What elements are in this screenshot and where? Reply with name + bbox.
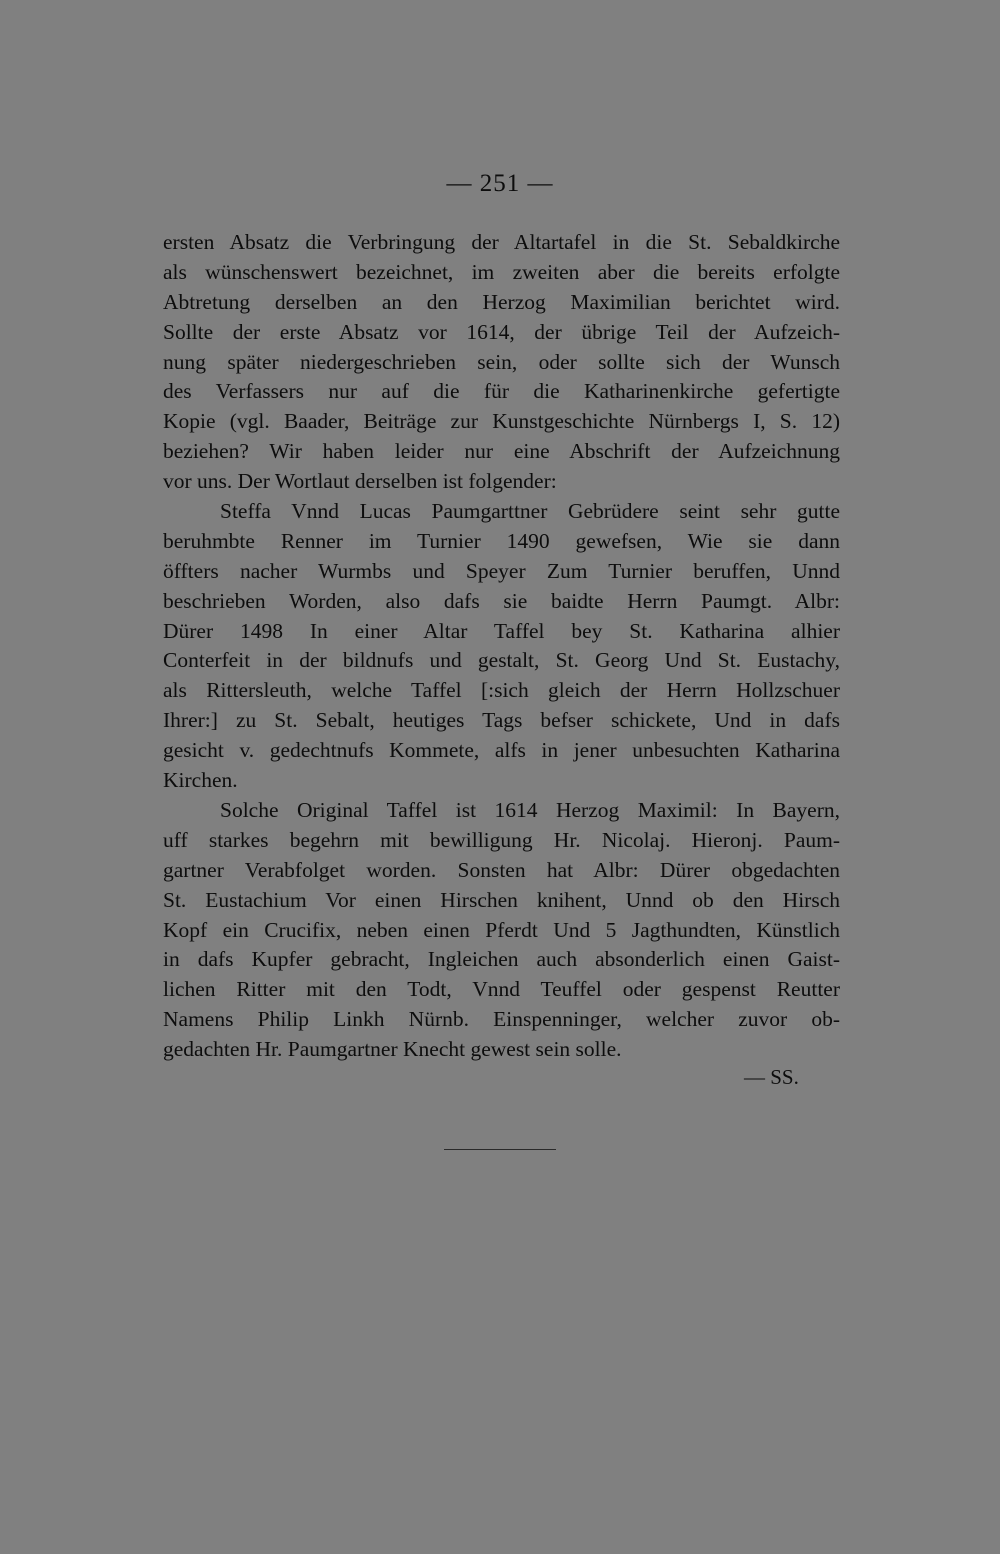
text-line: gesicht v. gedechtnufs Kommete, alfs in jener unbesuchten Katharina (163, 738, 840, 763)
page-number: — 251 — (446, 170, 554, 197)
text-line: beruhmbte Renner im Turnier 1490 gewefsen, Wie sie dann (163, 528, 840, 553)
text-line: Dürer 1498 In einer Altar Taffel bey St. Katharina alhier (163, 618, 840, 643)
paragraph-quote-1 (163, 497, 840, 796)
text-line: Solche Original Taffel ist 1614 Herzog Maximil: In Bayern, (220, 798, 840, 822)
text-line: als Rittersleuth, welche Taffel [:sich gleich der Herrn Hollzschuer (163, 678, 840, 703)
text-line: in dafs Kupfer gebracht, Ingleichen auch absonderlich einen Gaist- (163, 947, 840, 972)
section-divider (444, 1149, 556, 1150)
text-line: beschrieben Worden, also dafs sie baidte Herrn Paumgt. Albr: (163, 588, 840, 613)
text-line: Conterfeit in der bildnufs und gestalt, St. Georg Und St. Eustachy, (163, 648, 840, 673)
author-signature: — SS. (744, 1065, 799, 1089)
text-line: öffters nacher Wurmbs und Speyer Zum Turnier beruffen, Unnd (163, 558, 840, 583)
text-line: Kopf ein Crucifix, neben einen Pferdt Und 5 Jagthundten, Künstlich (163, 917, 840, 942)
text-line: Namens Philip Linkh Nürnb. Einspenninger, welcher zuvor ob- (163, 1007, 840, 1032)
text-line: lichen Ritter mit den Todt, Vnnd Teuffel oder gespenst Reutter (163, 977, 840, 1002)
paragraph-intro (163, 228, 840, 497)
text-line: Abtretung derselben an den Herzog Maximilian berichtet wird. (163, 289, 840, 314)
text-line: Sollte der erste Absatz vor 1614, der übrige Teil der Aufzeich- (163, 319, 840, 344)
text-line: Kirchen. (163, 768, 238, 793)
text-line: vor uns. Der Wortlaut derselben ist folgender: (163, 469, 557, 494)
text-line: St. Eustachium Vor einen Hirschen knihent, Unnd ob den Hirsch (163, 887, 840, 912)
text-line: als wünschenswert bezeichnet, im zweiten aber die bereits erfolgte (163, 259, 840, 284)
text-line: Kopie (vgl. Baader, Beiträge zur Kunstgeschichte Nürnbergs I, S. 12) (163, 409, 840, 434)
paragraph-quote-2 (163, 796, 840, 1065)
text-line: beziehen? Wir haben leider nur eine Abschrift der Aufzeichnung (163, 439, 840, 464)
text-line: ersten Absatz die Verbringung der Altartafel in die St. Sebaldkirche (163, 230, 840, 254)
text-line: nung später niedergeschrieben sein, oder sollte sich der Wunsch (163, 349, 840, 374)
text-line: uff starkes begehrn mit bewilligung Hr. Nicolaj. Hieronj. Paum- (163, 827, 840, 852)
text-line: Ihrer:] zu St. Sebalt, heutiges Tags befser schickete, Und in dafs (163, 708, 840, 733)
text-line: gartner Verabfolget worden. Sonsten hat Albr: Dürer obgedachten (163, 857, 840, 882)
text-line: gedachten Hr. Paumgartner Knecht gewest sein solle. (163, 1037, 622, 1062)
text-line: Steffa Vnnd Lucas Paumgarttner Gebrüdere seint sehr gutte (220, 499, 840, 523)
text-line: des Verfassers nur auf die für die Katharinenkirche gefertigte (163, 379, 840, 404)
